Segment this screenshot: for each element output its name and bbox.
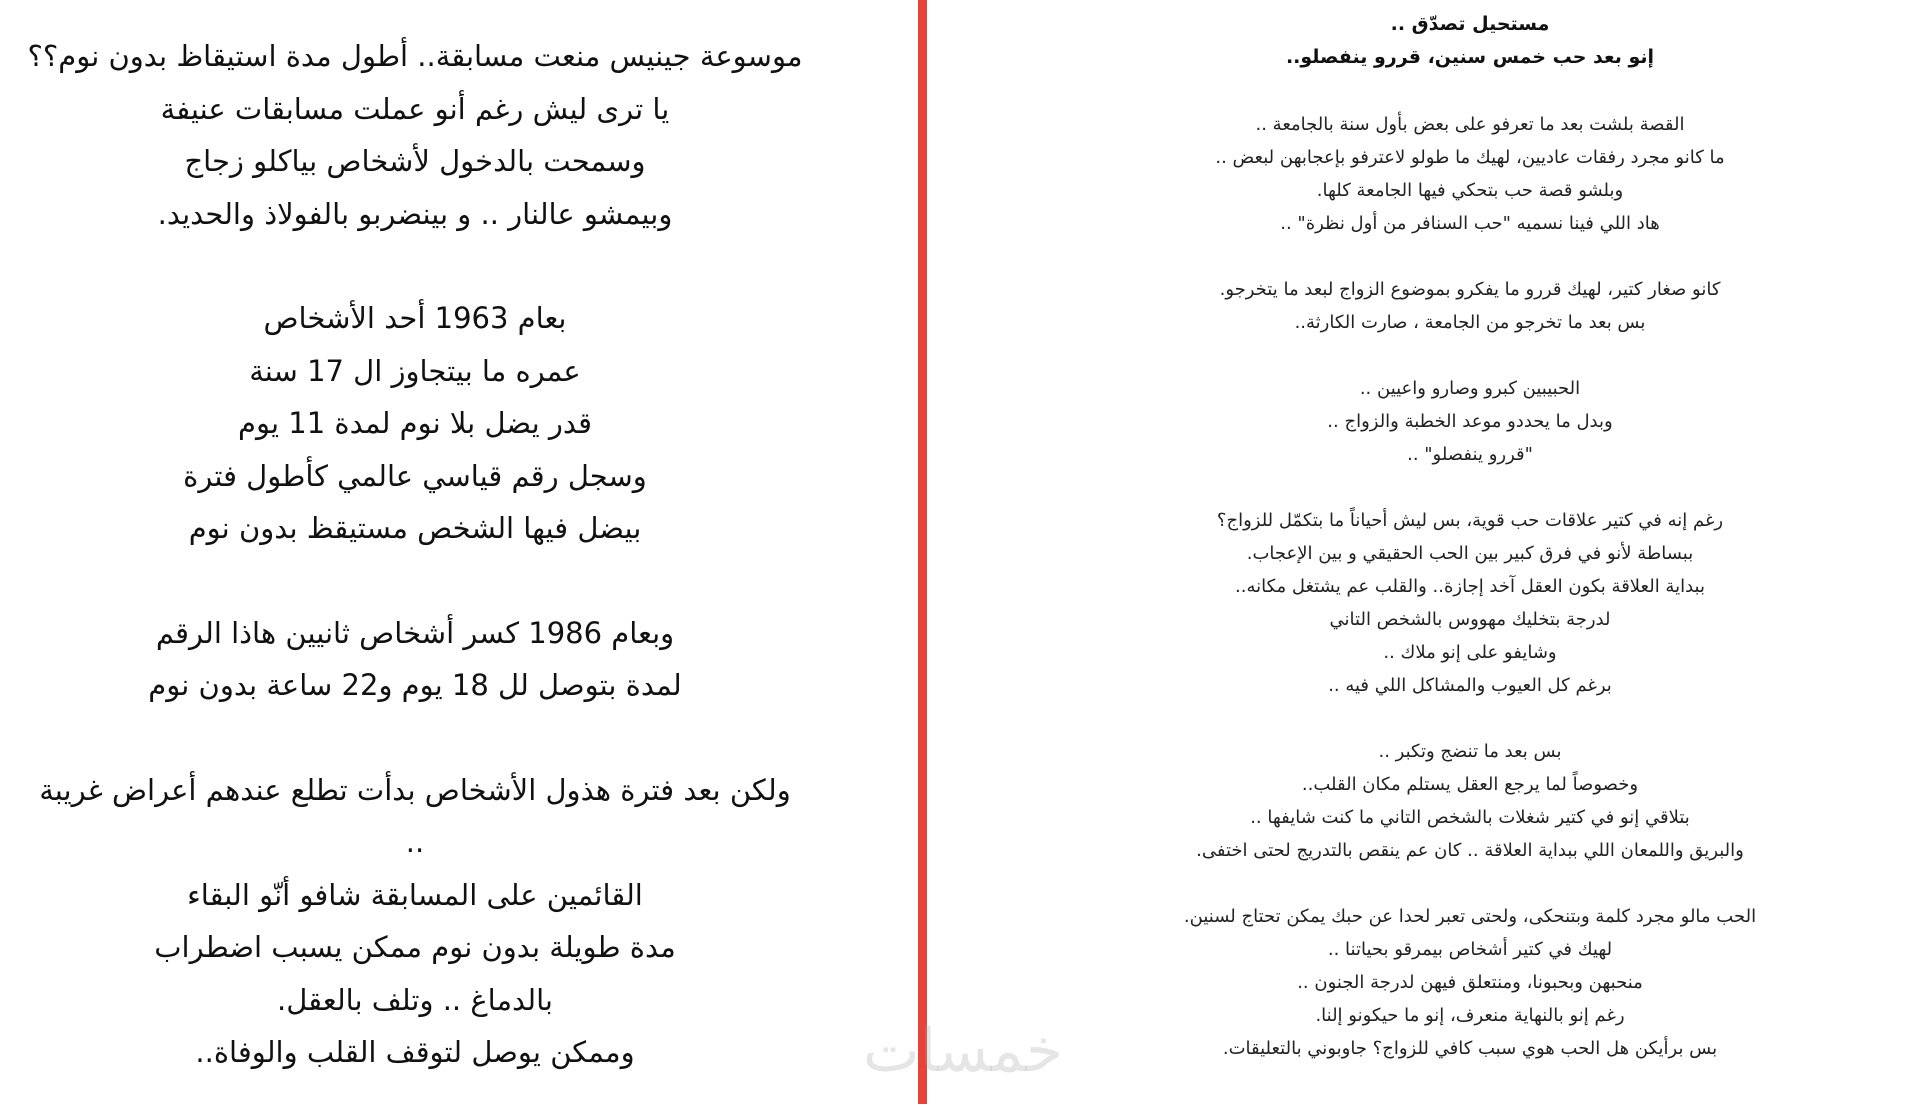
left-text-line: وسجل رقم قياسي عالمي كأطول فترة [183,458,647,493]
right-text-line: بس برأيكن هل الحب هوي سبب كافي للزواج؟ جاوبوني بالتعليقات. [1222,1038,1718,1059]
right-article [1110,8,1830,1098]
left-paragraph [0,607,830,712]
left-text-line: القائمين على المسابقة شافو أنّو البقاء [187,877,643,912]
right-text-line: منحبهن وبحبونا، ومنتعلق فيهن لدرجة الجنون .. [1297,972,1643,993]
left-text-line: مدة طويلة بدون نوم ممكن يسبب اضطراب [154,930,676,964]
right-text-line: بس بعد ما تخرجو من الجامعة ، صارت الكارثة.. [1294,312,1646,333]
right-text-line: ببساطة لأنو في فرق كبير بين الحب الحقيقي و بين الإعجاب. [1246,543,1694,564]
right-text-line: القصة بلشت بعد ما تعرفو على بعض بأول سنة بالجامعة .. [1255,114,1685,135]
left-text-line: بعام 1963 أحد الأشخاص [263,301,567,335]
right-text-line: برغم كل العيوب والمشاكل اللي فيه .. [1328,675,1612,696]
right-text-line: الحبيبين كبرو وصارو واعيين .. [1359,378,1581,399]
title-line: مستحيل تصدّق .. [1390,13,1550,35]
article-title [1110,8,1830,74]
left-article [0,30,830,1104]
left-text-line: وبيمشو عالنار .. و بينضربو بالفولاذ والحديد. [157,196,673,231]
right-text-line: لدرجة بتخليك مهووس بالشخص التاني [1329,609,1611,630]
right-text-line: بس بعد ما تنضج وتكبر .. [1378,741,1562,762]
right-text-line: ببداية العلاقة بكون العقل آخد إجازة.. والقلب عم يشتغل مكانه.. [1235,576,1705,597]
right-paragraph [1110,273,1830,339]
left-text-line: قدر يضل بلا نوم لمدة 11 يوم [238,406,592,440]
right-paragraph [1110,108,1830,240]
right-text-line: وشايفو على إنو ملاك .. [1383,642,1557,663]
right-text-line: والبريق واللمعان اللي ببداية العلاقة .. كان عم ينقص بالتدريج لحتى اختفى. [1196,840,1744,861]
article-body [1110,108,1830,1065]
left-paragraph [0,764,830,1079]
left-paragraph [0,30,830,240]
right-text-line: وبلشو قصة حب بتحكي فيها الجامعة كلها. [1316,180,1624,201]
title-line: إنو بعد حب خمس سنين، قررو ينفصلو.. [1285,46,1655,68]
right-text-line: هاد اللي فينا نسميه "حب السنافر من أول نظرة" .. [1280,213,1660,234]
right-text-line: "قررو ينفصلو" .. [1407,444,1533,465]
left-paragraph [0,292,830,555]
right-text-line: الحب مالو مجرد كلمة وبتنحكى، ولحتى تعبر لحدا عن حبك يمكن تحتاج لسنين. [1183,906,1757,927]
left-text-line: .. [405,825,425,859]
left-text-line: عمره ما بيتجاوز ال 17 سنة [249,353,581,388]
right-text-line: بتلاقي إنو في كتير شغلات بالشخص التاني ما كنت شايفها .. [1250,807,1690,828]
right-paragraph [1110,900,1830,1065]
left-text-line: بالدماغ .. وتلف بالعقل. [276,982,553,1017]
left-text-line: يا ترى ليش رغم أنو عملت مسابقات عنيفة [160,91,670,126]
right-text-line: ما كانو مجرد رفقات عاديين، لهيك ما طولو لاعترفو بإعجابهن لبعض .. [1215,147,1725,168]
right-text-line: وبدل ما يحددو موعد الخطبة والزواج .. [1327,411,1613,432]
red-divider [918,0,927,1104]
right-text-line: كانو صغار كتير، لهيك قررو ما يفكرو بموضوع الزواج لبعد ما يتخرجو. [1219,279,1721,300]
right-paragraph [1110,504,1830,702]
left-text-line: وبعام 1986 كسر أشخاص ثانيين هاذا الرقم [155,615,675,650]
right-text-line: لهيك في كتير أشخاص بيمرقو بحياتنا .. [1327,939,1613,960]
right-text-line: رغم إنو بالنهاية منعرف، إنو ما حيكونو إلنا. [1315,1005,1625,1026]
left-text-line: وسمحت بالدخول لأشخاص بياكلو زجاج [184,144,646,178]
left-text-line: ولكن بعد فترة هذول الأشخاص بدأت تطلع عندهم أعراض غريبة [39,772,791,807]
left-text-line: بيضل فيها الشخص مستيقظ بدون نوم [188,511,642,545]
left-text-line: وممكن يوصل لتوقف القلب والوفاة.. [195,1035,635,1069]
left-text-line: موسوعة جينيس منعت مسابقة.. أطول مدة استيقاظ بدون نوم؟؟ [27,39,803,73]
left-text-line: لمدة بتوصل لل 18 يوم و22 ساعة بدون نوم [148,668,682,702]
watermark-logo: خمسات [862,1016,1064,1086]
right-text-line: وخصوصاً لما يرجع العقل يستلم مكان القلب.. [1301,774,1639,795]
right-paragraph [1110,372,1830,471]
right-paragraph [1110,735,1830,867]
right-text-line: رغم إنه في كتير علاقات حب قوية، بس ليش أحياناً ما بتكمّل للزواج؟ [1216,510,1724,531]
